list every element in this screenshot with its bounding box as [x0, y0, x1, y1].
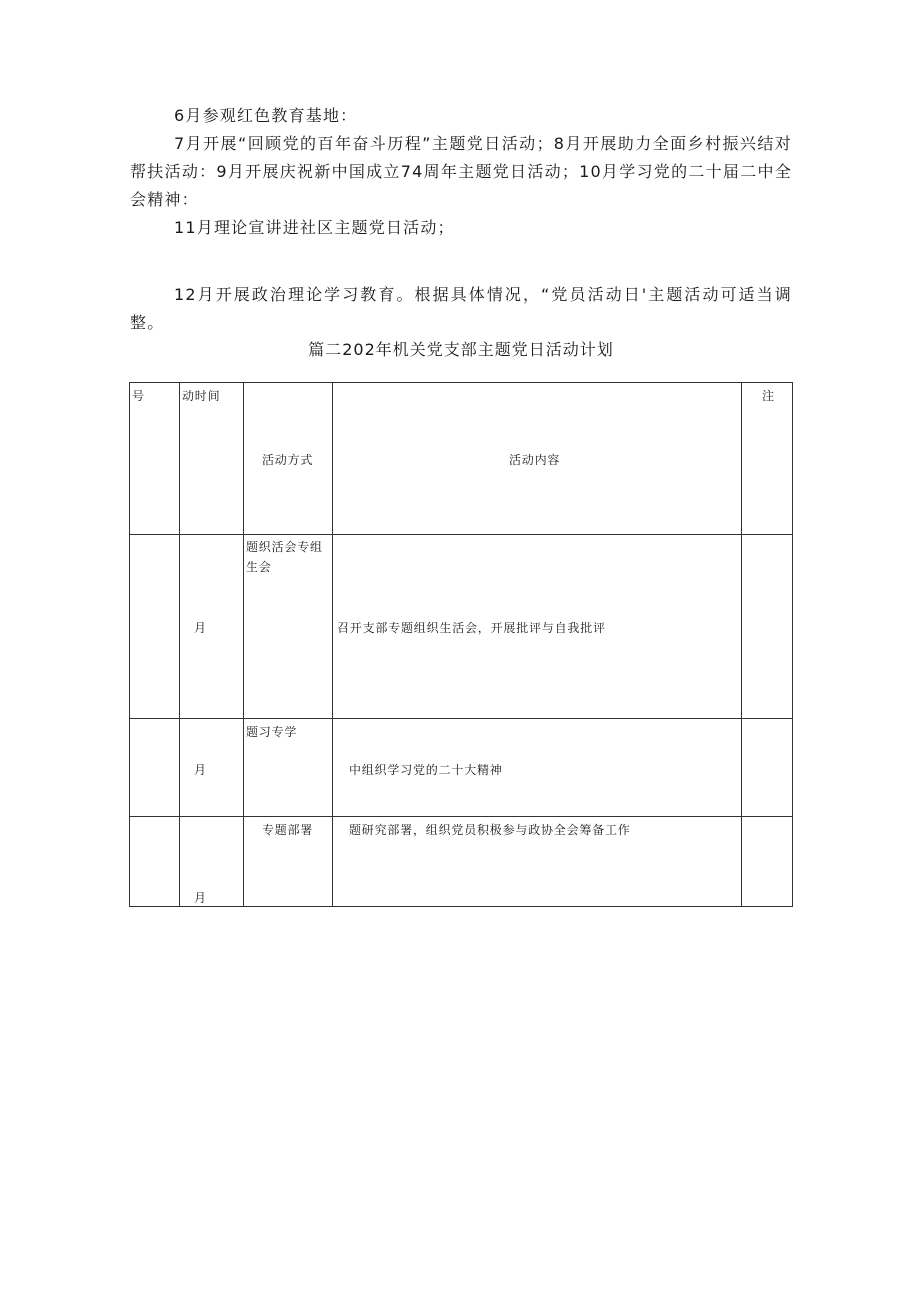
paragraph-november: 11月理论宣讲进社区主题党日活动； — [174, 218, 455, 237]
header-no-label: 号 — [132, 389, 145, 403]
row3-time: 月 — [194, 891, 207, 905]
row2-method-cell — [244, 719, 333, 817]
row1-content-cell — [333, 535, 742, 719]
row1-time: 月 — [194, 621, 207, 635]
header-cell-content — [333, 383, 742, 535]
header-cell-method — [244, 383, 333, 535]
paragraph-december: 12月开展政治理论学习教育。根据具体情况，“党员活动日'主题活动可适当调整。 — [130, 285, 792, 332]
row3-method-cell — [244, 817, 333, 907]
header-cell-note — [742, 383, 793, 535]
row3-time-cell — [180, 817, 244, 907]
row1-no-cell — [130, 535, 180, 719]
row2-note-cell — [742, 719, 793, 817]
row3-no-cell — [130, 817, 180, 907]
row2-time-cell — [180, 719, 244, 817]
table-row — [130, 719, 793, 817]
row1-method-cell — [244, 535, 333, 719]
row3-content-cell — [333, 817, 742, 907]
table-row — [130, 817, 793, 907]
header-cell-no — [130, 383, 180, 535]
table-title: 篇二202年机关党支部主题党日活动计划 — [308, 340, 614, 359]
row1-content: 召开支部专题组织生活会，开展批评与自我批评 — [337, 621, 606, 635]
row3-content: 题研究部署，组织党员积极参与政协全会筹备工作 — [349, 823, 631, 837]
header-method-label: 活动方式 — [262, 453, 314, 467]
header-time-label: 动时间 — [182, 389, 221, 403]
table-row — [130, 535, 793, 719]
row2-content: 中组织学习党的二十大精神 — [349, 763, 503, 777]
header-note-label: 注 — [762, 389, 775, 403]
activity-plan-table — [129, 382, 793, 907]
paragraph-july-october: 7月开展“回顾党的百年奋斗历程”主题党日活动；8月开展助力全面乡村振兴结对帮扶活动：9月开展庆祝新中国成立74周年主题党日活动；10月学习党的二十届二中全会精神： — [130, 134, 792, 209]
row1-method: 题织活会专组生会 — [246, 540, 323, 574]
row2-method: 题习专学 — [246, 725, 298, 739]
row1-note-cell — [742, 535, 793, 719]
table-header-row — [130, 383, 793, 535]
row1-time-cell — [180, 535, 244, 719]
row2-no-cell — [130, 719, 180, 817]
row3-note-cell — [742, 817, 793, 907]
paragraph-june: 6月参观红色教育基地： — [174, 106, 358, 125]
header-cell-time — [180, 383, 244, 535]
row2-content-cell — [333, 719, 742, 817]
row2-time: 月 — [194, 763, 207, 777]
header-content-label: 活动内容 — [509, 453, 561, 467]
row3-method: 专题部署 — [262, 823, 314, 837]
